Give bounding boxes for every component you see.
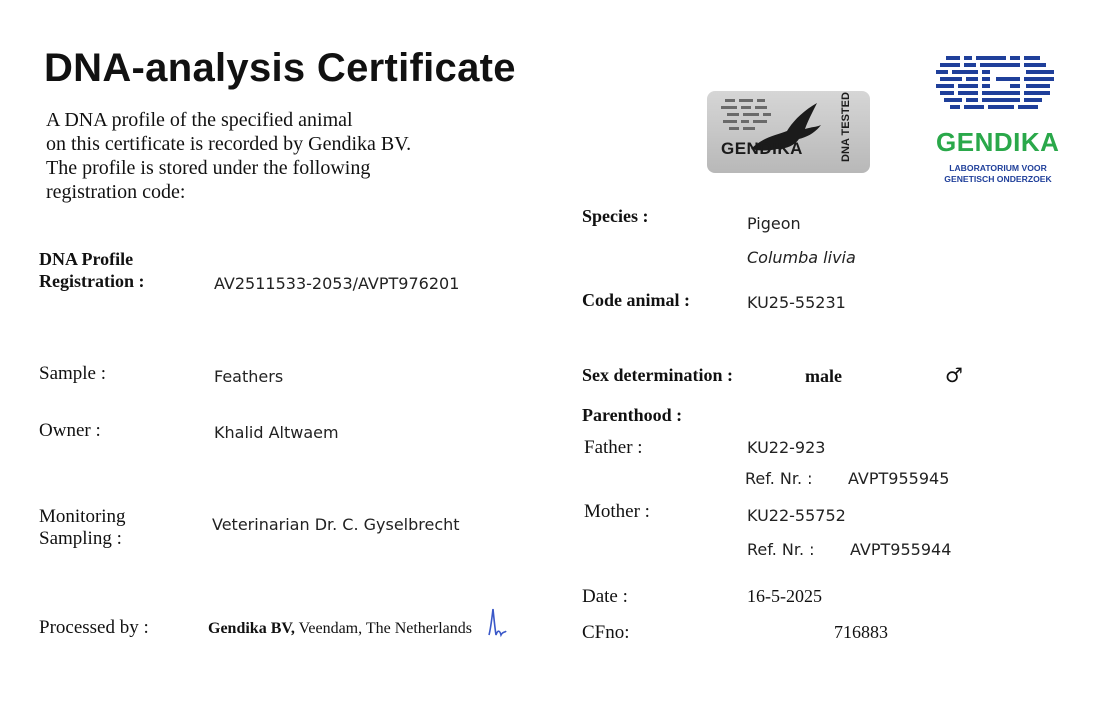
processed-value [208, 620, 472, 638]
badge-dna-tested-text: DNA TESTED [840, 92, 852, 162]
intro-line: A DNA profile of the specified animal [46, 109, 353, 131]
code-animal-value: KU25-55231 [747, 293, 846, 312]
processed-place: Veendam, The Netherlands [298, 620, 472, 637]
father-ref-label: Ref. Nr. : [745, 469, 813, 488]
mother-label: Mother : [584, 501, 650, 522]
gendika-logo-icon [936, 54, 1060, 124]
monitoring-value: Veterinarian Dr. C. Gyselbrecht [212, 515, 460, 534]
badge-side [836, 92, 856, 167]
processed-label: Processed by : [39, 617, 149, 638]
badge-brand-text: GENDIKA [721, 139, 803, 158]
male-symbol-icon: ♂ [945, 363, 963, 387]
registration-value: AV2511533-2053/AVPT976201 [214, 274, 460, 293]
certificate-title: DNA-analysis Certificate [44, 46, 516, 90]
gendika-logo-subtitle [937, 163, 1059, 185]
monitoring-label-line: Sampling : [39, 528, 122, 549]
father-ref-value: AVPT955945 [848, 469, 950, 488]
sample-label: Sample : [39, 363, 107, 384]
cfno-value: 716883 [834, 622, 888, 642]
dna-tested-badge [707, 91, 870, 173]
gendika-logo-name: GENDIKA [936, 127, 1060, 157]
species-label: Species : [582, 206, 649, 226]
sample-value: Feathers [214, 367, 284, 386]
logo-sub-line: LABORATORIUM VOOR [949, 163, 1047, 173]
code-animal-label: Code animal : [582, 290, 690, 310]
mother-ref-label: Ref. Nr. : [747, 540, 815, 559]
owner-label: Owner : [39, 420, 101, 441]
parenthood-label: Parenthood : [582, 405, 683, 425]
signature-mark-icon [486, 607, 508, 639]
registration-label [39, 248, 144, 292]
species-common-value: Pigeon [747, 214, 801, 233]
registration-label-line: Registration : [39, 271, 145, 291]
registration-label-line: DNA Profile [39, 249, 134, 269]
intro-line: registration code: [46, 181, 186, 203]
intro-line: The profile is stored under the following [46, 157, 371, 179]
intro-text [46, 108, 411, 204]
father-label: Father : [584, 437, 643, 458]
cfno-label: CFno: [582, 622, 630, 643]
processed-company: Gendika BV, [208, 620, 295, 637]
sex-value: male [805, 366, 842, 386]
date-value: 16-5-2025 [747, 586, 822, 606]
intro-line: on this certificate is recorded by Gendika BV. [46, 133, 412, 155]
monitoring-label-line: Monitoring [39, 506, 126, 527]
date-label: Date : [582, 586, 628, 607]
logo-sub-line: GENETISCH ONDERZOEK [944, 174, 1052, 184]
owner-value: Khalid Altwaem [214, 423, 339, 442]
species-latin-value: Columba livia [747, 248, 856, 267]
father-value: KU22-923 [747, 438, 826, 457]
sex-label: Sex determination : [582, 365, 733, 385]
monitoring-label [39, 506, 126, 550]
mother-ref-value: AVPT955944 [850, 540, 952, 559]
mother-value: KU22-55752 [747, 506, 846, 525]
